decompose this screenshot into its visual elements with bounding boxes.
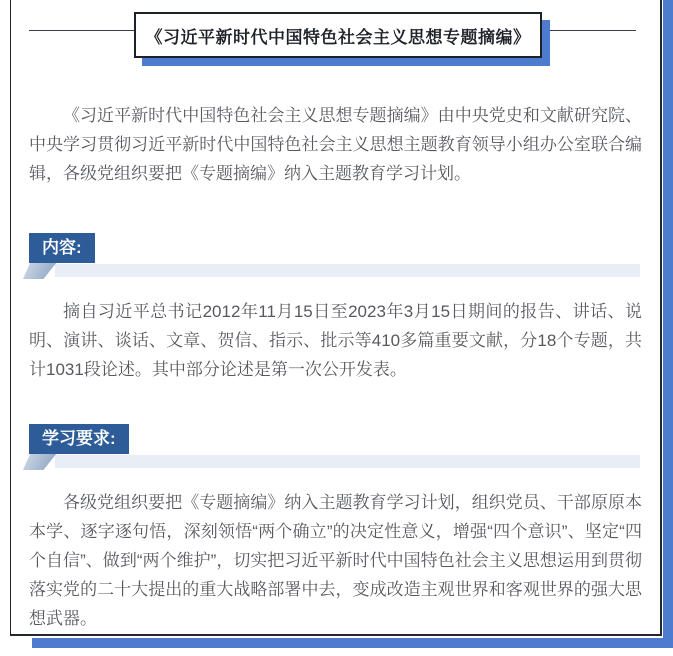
title-banner	[134, 12, 542, 58]
frame-shadow-right	[663, 0, 673, 648]
section-badge-label: 内容:	[42, 238, 82, 257]
section-header-content	[29, 233, 642, 279]
content-frame	[10, 0, 662, 636]
frame-shadow-bottom	[32, 638, 673, 648]
page-title: 《习近平新时代中国特色社会主义思想专题摘编》	[145, 27, 531, 47]
section-underline-bar	[55, 264, 640, 277]
ribbon-fold-icon	[23, 453, 57, 470]
content-area	[11, 0, 660, 633]
requirements-paragraph: 各级党组织要把《专题摘编》纳入主题教育学习计划，组织党员、干部原原本本学、逐字逐句悟，深刻领悟“两个确立”的决定性意义，增强“四个意识”、坚定“四个自信”、做到“两个维护”，切实把习近平新时代中国特色社会主义思想运用到贯彻落实党的二十大提出的重大战略部署中去，变成改造主观世界和客观世界的强大思想武器。	[29, 493, 642, 628]
section-badge-requirements	[29, 424, 129, 454]
section-underline-bar	[55, 455, 640, 468]
ribbon-fold-icon	[23, 262, 57, 279]
content-paragraph: 摘自习近平总书记2012年11月15日至2023年3月15日期间的报告、讲话、说明、演讲、谈话、文章、贺信、指示、批示等410多篇重要文献，分18个专题，共计1031段论述。其中部分论述是第一次公开发表。	[29, 302, 642, 379]
title-rule-right	[546, 30, 636, 31]
intro-paragraph: 《习近平新时代中国特色社会主义思想专题摘编》由中央党史和文献研究院、中央学习贯彻习近平新时代中国特色社会主义思想主题教育领导小组办公室联合编辑，各级党组织要把《专题摘编》纳入主题教育学习计划。	[29, 106, 642, 183]
section-header-requirements	[29, 424, 642, 470]
section-badge-label: 学习要求:	[42, 429, 116, 448]
section-badge-content	[29, 233, 95, 263]
title-rule-left	[29, 30, 134, 31]
